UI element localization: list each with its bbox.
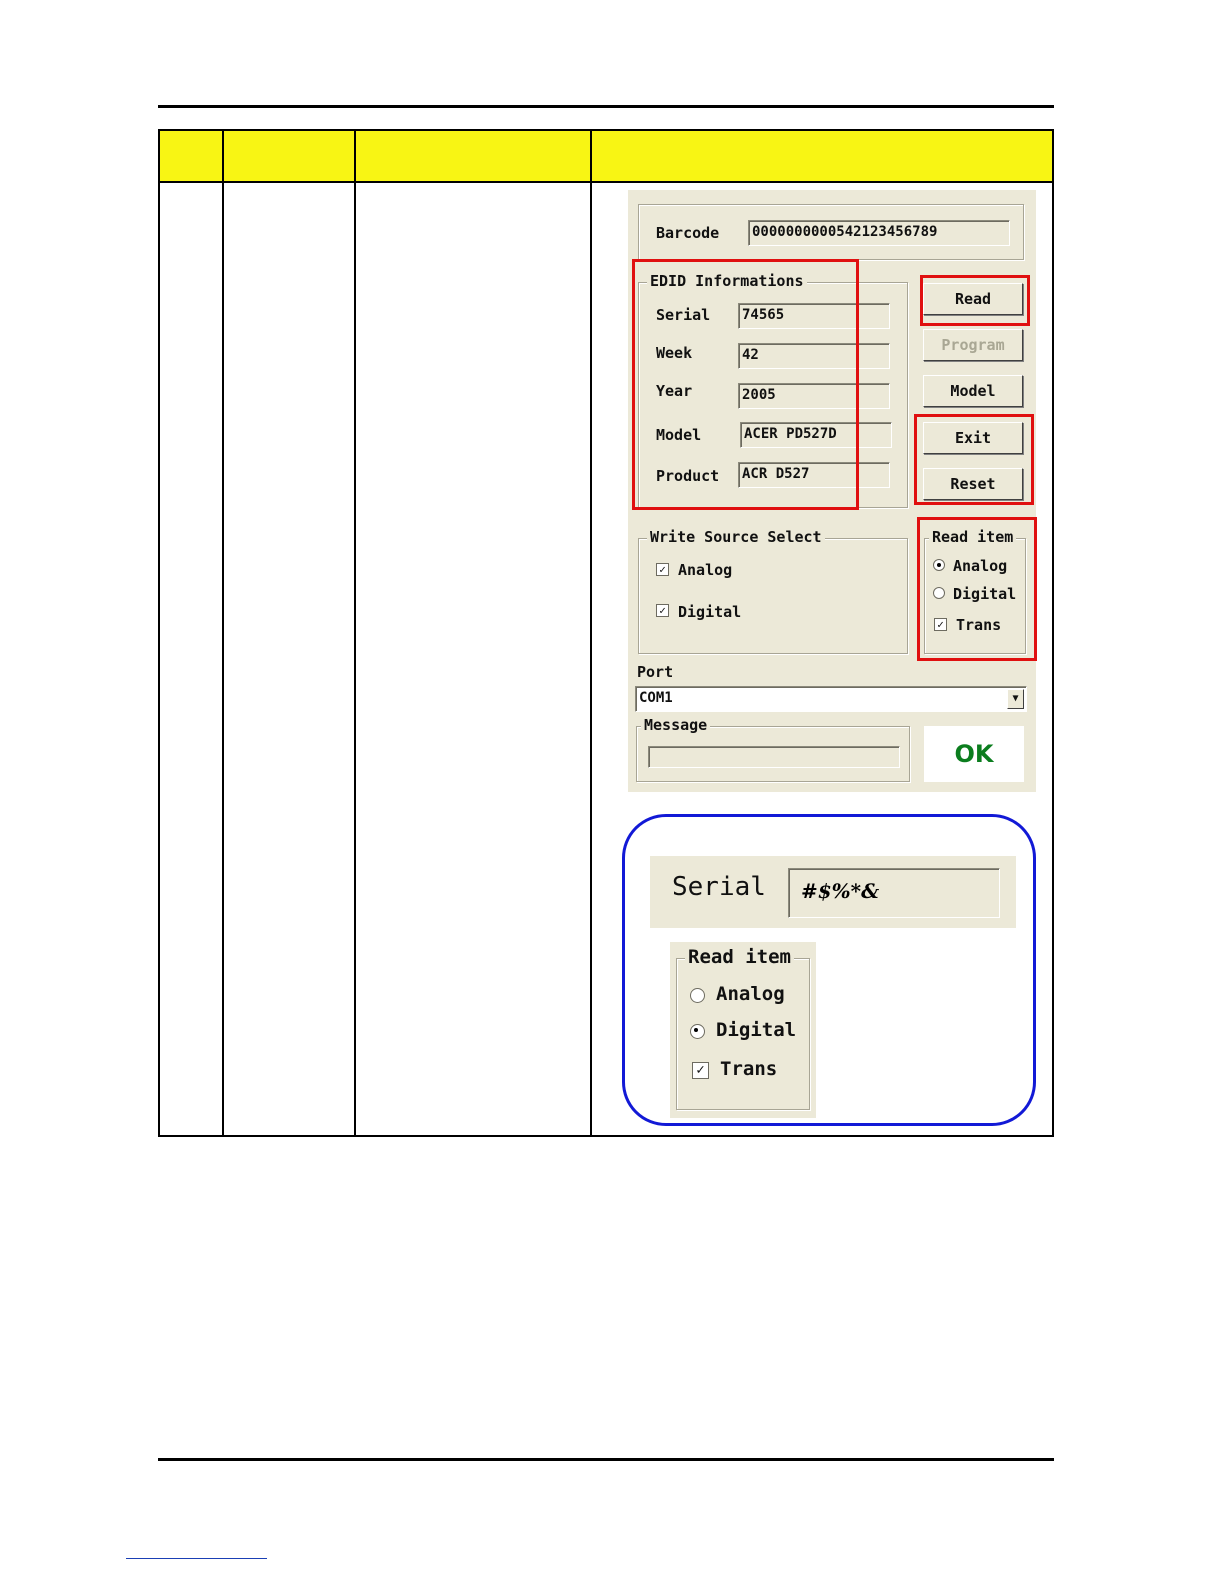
read-analog-label: Analog	[953, 557, 1008, 575]
write-digital-label: Digital	[678, 603, 742, 621]
product-label: Product	[656, 467, 720, 485]
week-field[interactable]: 42	[738, 343, 890, 369]
footer-link-underline	[126, 1558, 267, 1559]
edid-info-title: EDID Informations	[647, 272, 807, 290]
highlight-edid-info	[632, 259, 859, 510]
zoom-trans-label: Trans	[720, 1058, 778, 1080]
port-select[interactable]	[635, 686, 1027, 712]
port-label: Port	[637, 663, 674, 681]
column-divider	[590, 131, 592, 1135]
year-field[interactable]: 2005	[738, 383, 890, 409]
zoom-serial-panel	[650, 856, 1016, 928]
zoom-serial-field[interactable]: #$%*&	[788, 868, 1000, 918]
model-label: Model	[656, 426, 702, 444]
table-header-row	[160, 131, 1052, 183]
write-source-group	[638, 528, 908, 654]
read-button[interactable]: Read	[923, 283, 1023, 315]
year-label: Year	[656, 382, 693, 400]
read-trans-label: Trans	[956, 616, 1002, 634]
write-source-title: Write Source Select	[647, 528, 825, 546]
highlight-read-item	[917, 517, 1037, 661]
zoom-read-item-title: Read item	[685, 946, 794, 968]
write-analog-label: Analog	[678, 561, 733, 579]
serial-label: Serial	[656, 306, 711, 324]
zoom-trans-checkbox[interactable]: ✓	[692, 1062, 709, 1079]
column-divider	[354, 131, 356, 1135]
barcode-input[interactable]: 0000000000542123456789	[748, 220, 1010, 246]
zoom-analog-radio[interactable]	[690, 988, 705, 1003]
zoom-analog-label: Analog	[716, 983, 785, 1005]
write-analog-checkbox[interactable]: ✓	[656, 563, 669, 576]
zoom-digital-radio[interactable]	[690, 1024, 705, 1039]
port-value: COM1	[639, 690, 673, 706]
zoom-serial-label: Serial	[672, 872, 766, 902]
column-divider	[222, 131, 224, 1135]
program-button[interactable]: Program	[923, 329, 1023, 361]
reset-button[interactable]: Reset	[923, 468, 1023, 500]
read-digital-label: Digital	[953, 585, 1017, 603]
bottom-rule	[158, 1458, 1054, 1461]
highlight-read-button	[920, 275, 1030, 326]
barcode-label: Barcode	[656, 224, 720, 242]
top-rule	[158, 105, 1054, 108]
chevron-down-icon[interactable]: ▼	[1007, 689, 1024, 709]
serial-field[interactable]: 74565	[738, 303, 890, 329]
highlight-exit-reset	[914, 414, 1034, 505]
read-item-title: Read item	[929, 528, 1016, 546]
status-ok: OK	[924, 726, 1024, 782]
write-digital-checkbox[interactable]: ✓	[656, 604, 669, 617]
product-field[interactable]: ACR D527	[738, 462, 890, 488]
zoom-read-item-panel	[670, 942, 816, 1118]
model-field[interactable]: ACER PD527D	[740, 422, 892, 448]
exit-button[interactable]: Exit	[923, 422, 1023, 454]
message-title: Message	[641, 716, 710, 734]
zoom-digital-label: Digital	[716, 1019, 797, 1041]
message-field	[648, 746, 900, 768]
week-label: Week	[656, 344, 693, 362]
model-button[interactable]: Model	[923, 375, 1023, 407]
read-trans-checkbox[interactable]: ✓	[934, 618, 947, 631]
